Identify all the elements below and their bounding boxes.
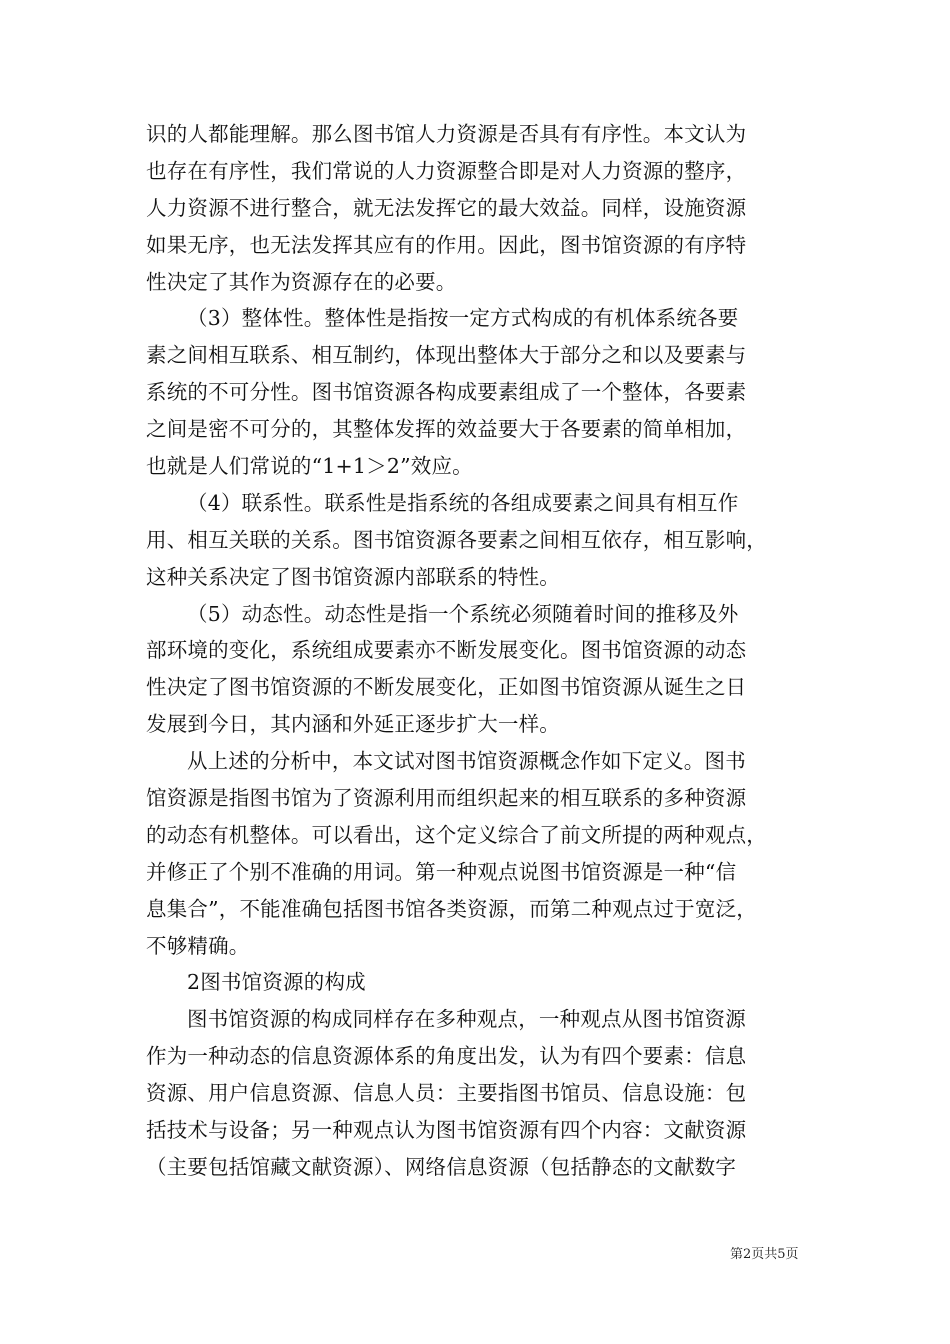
text-line: 素之间相互联系、相互制约，体现出整体大于部分之和以及要素与 bbox=[146, 343, 747, 368]
text-line: 也就是人们常说的“1+1＞2”效应。 bbox=[146, 454, 473, 479]
text-line: 馆资源是指图书馆为了资源利用而组织起来的相互联系的多种资源 bbox=[146, 786, 747, 811]
text-line: 从上述的分析中，本文试对图书馆资源概念作如下定义。图书 bbox=[187, 749, 746, 774]
section-heading: 2图书馆资源的构成 bbox=[187, 970, 366, 995]
text-line: （主要包括馆藏文献资源）、网络信息资源（包括静态的文献数字 bbox=[146, 1154, 737, 1179]
text-line: 人力资源不进行整合，就无法发挥它的最大效益。同样，设施资源 bbox=[146, 195, 747, 220]
text-line: 用、相互关联的关系。图书馆资源各要素之间相互依存，相互影响， bbox=[146, 527, 767, 552]
text-line: 作为一种动态的信息资源体系的角度出发，认为有四个要素：信息 bbox=[146, 1044, 747, 1069]
text-line: 如果无序，也无法发挥其应有的作用。因此，图书馆资源的有序特 bbox=[146, 232, 747, 257]
text-line: 性决定了图书馆资源的不断发展变化，正如图书馆资源从诞生之日 bbox=[146, 675, 747, 700]
text-line: 并修正了个别不准确的用词。第一种观点说图书馆资源是一种“信 bbox=[146, 859, 737, 884]
page-number: 第2页共5页 bbox=[730, 1247, 799, 1262]
text-line: 识的人都能理解。那么图书馆人力资源是否具有有序性。本文认为 bbox=[146, 122, 747, 146]
text-line: 不够精确。 bbox=[146, 933, 250, 958]
text-line: （4）联系性。联系性是指系统的各组成要素之间具有相互作 bbox=[187, 490, 739, 515]
text-line: 性决定了其作为资源存在的必要。 bbox=[146, 269, 457, 294]
text-line: 资源、用户信息资源、信息人员：主要指图书馆员、信息设施：包 bbox=[146, 1081, 747, 1106]
text-line: 的动态有机整体。可以看出，这个定义综合了前文所提的两种观点， bbox=[146, 822, 767, 847]
text-line: 这种关系决定了图书馆资源内部联系的特性。 bbox=[146, 564, 560, 589]
text-line: （3）整体性。整体性是指按一定方式构成的有机体系统各要 bbox=[187, 306, 739, 331]
text-line: 息集合”，不能准确包括图书馆各类资源，而第二种观点过于宽泛， bbox=[146, 896, 757, 921]
text-line: 系统的不可分性。图书馆资源各构成要素组成了一个整体，各要素 bbox=[146, 380, 747, 405]
text-line: 括技术与设备；另一种观点认为图书馆资源有四个内容：文献资源 bbox=[146, 1118, 747, 1143]
text-line: 图书馆资源的构成同样存在多种观点，一种观点从图书馆资源 bbox=[187, 1007, 746, 1032]
text-line: 也存在有序性，我们常说的人力资源整合即是对人力资源的整序， bbox=[146, 158, 747, 183]
text-line: 之间是密不可分的，其整体发挥的效益要大于各要素的简单相加， bbox=[146, 417, 747, 442]
text-line: （5）动态性。动态性是指一个系统必须随着时间的推移及外 bbox=[187, 601, 739, 626]
text-line: 部环境的变化，系统组成要素亦不断发展变化。图书馆资源的动态 bbox=[146, 638, 747, 663]
text-line: 发展到今日，其内涵和外延正逐步扩大一样。 bbox=[146, 712, 560, 737]
body-text bbox=[146, 116, 806, 1186]
